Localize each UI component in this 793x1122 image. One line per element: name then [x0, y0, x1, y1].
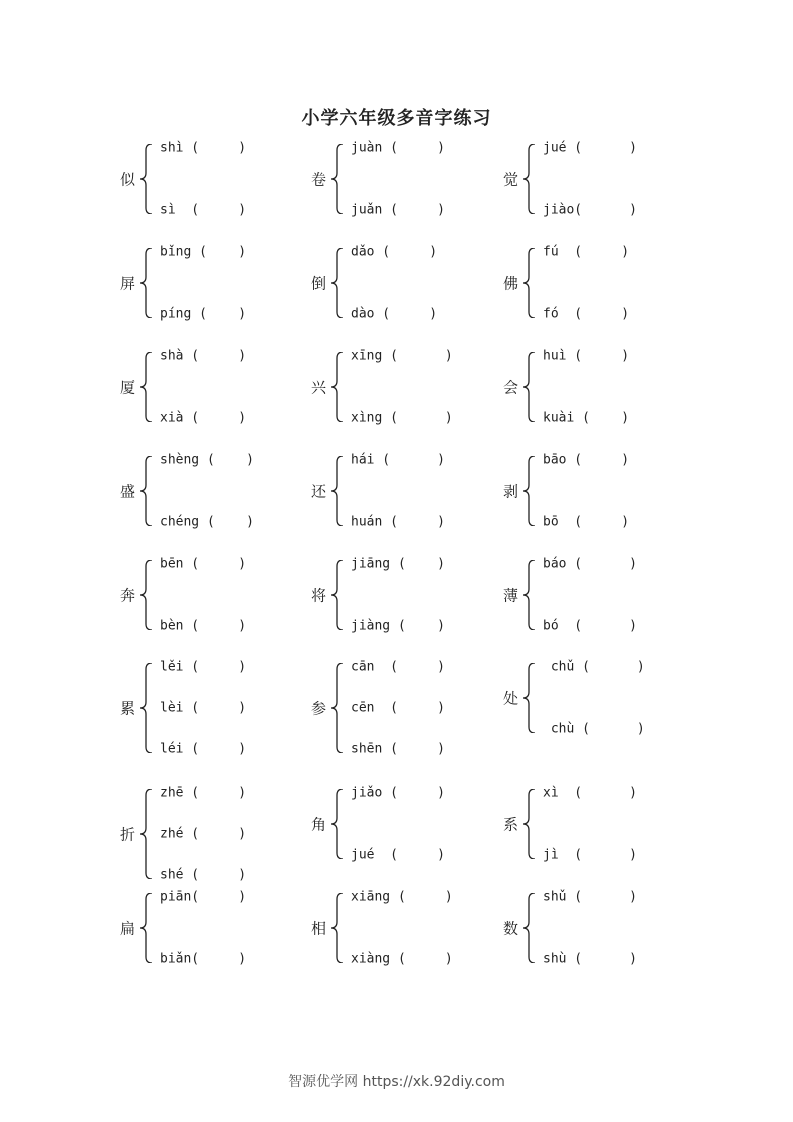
pinyin-answer-line: xiàng ( )	[351, 951, 453, 967]
pinyin-answer-line: shà ( )	[160, 348, 247, 364]
pinyin-answer-line: cēn ( )	[351, 700, 445, 716]
polyphone-character: 折	[120, 825, 136, 844]
polyphone-character: 将	[311, 586, 327, 605]
polyphone-character: 薄	[503, 586, 519, 605]
pinyin-answer-line: jué ( )	[351, 847, 445, 863]
curly-brace	[138, 144, 154, 218]
pinyin-answer-line: dǎo ( )	[351, 244, 438, 260]
pinyin-answer-line: jiāng ( )	[351, 556, 445, 572]
page-title: 小学六年级多音字练习	[301, 108, 492, 129]
pinyin-answer-line: hái ( )	[351, 452, 445, 468]
pinyin-answer-line: chéng ( )	[160, 514, 254, 530]
pinyin-answer-line: shé ( )	[160, 867, 247, 883]
pinyin-answer-line: xìng ( )	[351, 410, 453, 426]
pinyin-answer-line: piān( )	[160, 889, 247, 905]
curly-brace	[138, 248, 154, 322]
pinyin-answer-line: huì ( )	[543, 348, 630, 364]
polyphone-character: 似	[120, 170, 136, 189]
polyphone-character: 还	[311, 482, 327, 501]
pinyin-answer-line: xīng ( )	[351, 348, 453, 364]
pinyin-answer-line: shì ( )	[160, 140, 247, 156]
curly-brace	[138, 456, 154, 530]
pinyin-answer-line: xiāng ( )	[351, 889, 453, 905]
polyphone-character: 累	[120, 699, 136, 718]
polyphone-character: 处	[503, 689, 519, 708]
curly-brace	[521, 144, 537, 218]
pinyin-answer-line: jiào( )	[543, 202, 637, 218]
polyphone-character: 参	[311, 699, 327, 718]
curly-brace	[138, 560, 154, 634]
curly-brace	[521, 789, 537, 863]
pinyin-answer-line: xià ( )	[160, 410, 247, 426]
pinyin-answer-line: shèng ( )	[160, 452, 254, 468]
polyphone-character: 相	[311, 919, 327, 938]
pinyin-answer-line: lèi ( )	[160, 700, 247, 716]
polyphone-character: 角	[311, 815, 327, 834]
pinyin-answer-line: jiàng ( )	[351, 618, 445, 634]
pinyin-answer-line: bó ( )	[543, 618, 637, 634]
curly-brace	[329, 893, 345, 967]
curly-brace	[521, 248, 537, 322]
curly-brace	[521, 352, 537, 426]
pinyin-answer-line: kuài ( )	[543, 410, 630, 426]
pinyin-answer-line: chǔ ( )	[543, 659, 645, 675]
pinyin-answer-line: xì ( )	[543, 785, 637, 801]
curly-brace	[138, 893, 154, 967]
polyphone-character: 会	[503, 378, 519, 397]
pinyin-answer-line: bèn ( )	[160, 618, 247, 634]
pinyin-answer-line: bāo ( )	[543, 452, 630, 468]
polyphone-character: 盛	[120, 482, 136, 501]
curly-brace	[521, 560, 537, 634]
pinyin-answer-line: bǐng ( )	[160, 244, 247, 260]
polyphone-character: 卷	[311, 170, 327, 189]
pinyin-answer-line: fó ( )	[543, 306, 630, 322]
curly-brace	[329, 560, 345, 634]
pinyin-answer-line: juàn ( )	[351, 140, 445, 156]
pinyin-answer-line: zhé ( )	[160, 826, 247, 842]
curly-brace	[521, 663, 537, 737]
curly-brace	[329, 352, 345, 426]
pinyin-answer-line: jiǎo ( )	[351, 785, 445, 801]
polyphone-character: 倒	[311, 274, 327, 293]
pinyin-answer-line: juǎn ( )	[351, 202, 445, 218]
pinyin-answer-line: shù ( )	[543, 951, 637, 967]
polyphone-character: 系	[503, 815, 519, 834]
curly-brace	[329, 663, 345, 757]
footer-watermark: 智源优学网 https://xk.92diy.com	[288, 1074, 505, 1090]
polyphone-character: 奔	[120, 586, 136, 605]
pinyin-answer-line: jué ( )	[543, 140, 637, 156]
pinyin-answer-line: huán ( )	[351, 514, 445, 530]
pinyin-answer-line: sì ( )	[160, 202, 247, 218]
curly-brace	[521, 893, 537, 967]
curly-brace	[329, 456, 345, 530]
pinyin-answer-line: bēn ( )	[160, 556, 247, 572]
pinyin-answer-line: bō ( )	[543, 514, 630, 530]
curly-brace	[329, 248, 345, 322]
pinyin-answer-line: jì ( )	[543, 847, 637, 863]
curly-brace	[138, 352, 154, 426]
curly-brace	[521, 456, 537, 530]
pinyin-answer-line: léi ( )	[160, 741, 247, 757]
polyphone-character: 扁	[120, 919, 136, 938]
pinyin-answer-line: dào ( )	[351, 306, 438, 322]
polyphone-character: 屏	[120, 274, 136, 293]
curly-brace	[329, 789, 345, 863]
pinyin-answer-line: píng ( )	[160, 306, 247, 322]
polyphone-character: 厦	[120, 378, 136, 397]
pinyin-answer-line: cān ( )	[351, 659, 445, 675]
pinyin-answer-line: lěi ( )	[160, 659, 247, 675]
curly-brace	[138, 789, 154, 883]
polyphone-character: 兴	[311, 378, 327, 397]
pinyin-answer-line: báo ( )	[543, 556, 637, 572]
pinyin-answer-line: fú ( )	[543, 244, 630, 260]
pinyin-answer-line: zhē ( )	[160, 785, 247, 801]
pinyin-answer-line: shǔ ( )	[543, 889, 637, 905]
pinyin-answer-line: biǎn( )	[160, 951, 247, 967]
polyphone-character: 剥	[503, 482, 519, 501]
polyphone-character: 佛	[503, 274, 519, 293]
polyphone-character: 觉	[503, 170, 519, 189]
polyphone-character: 数	[503, 919, 519, 938]
pinyin-answer-line: shēn ( )	[351, 741, 445, 757]
curly-brace	[329, 144, 345, 218]
curly-brace	[138, 663, 154, 757]
pinyin-answer-line: chù ( )	[543, 721, 645, 737]
